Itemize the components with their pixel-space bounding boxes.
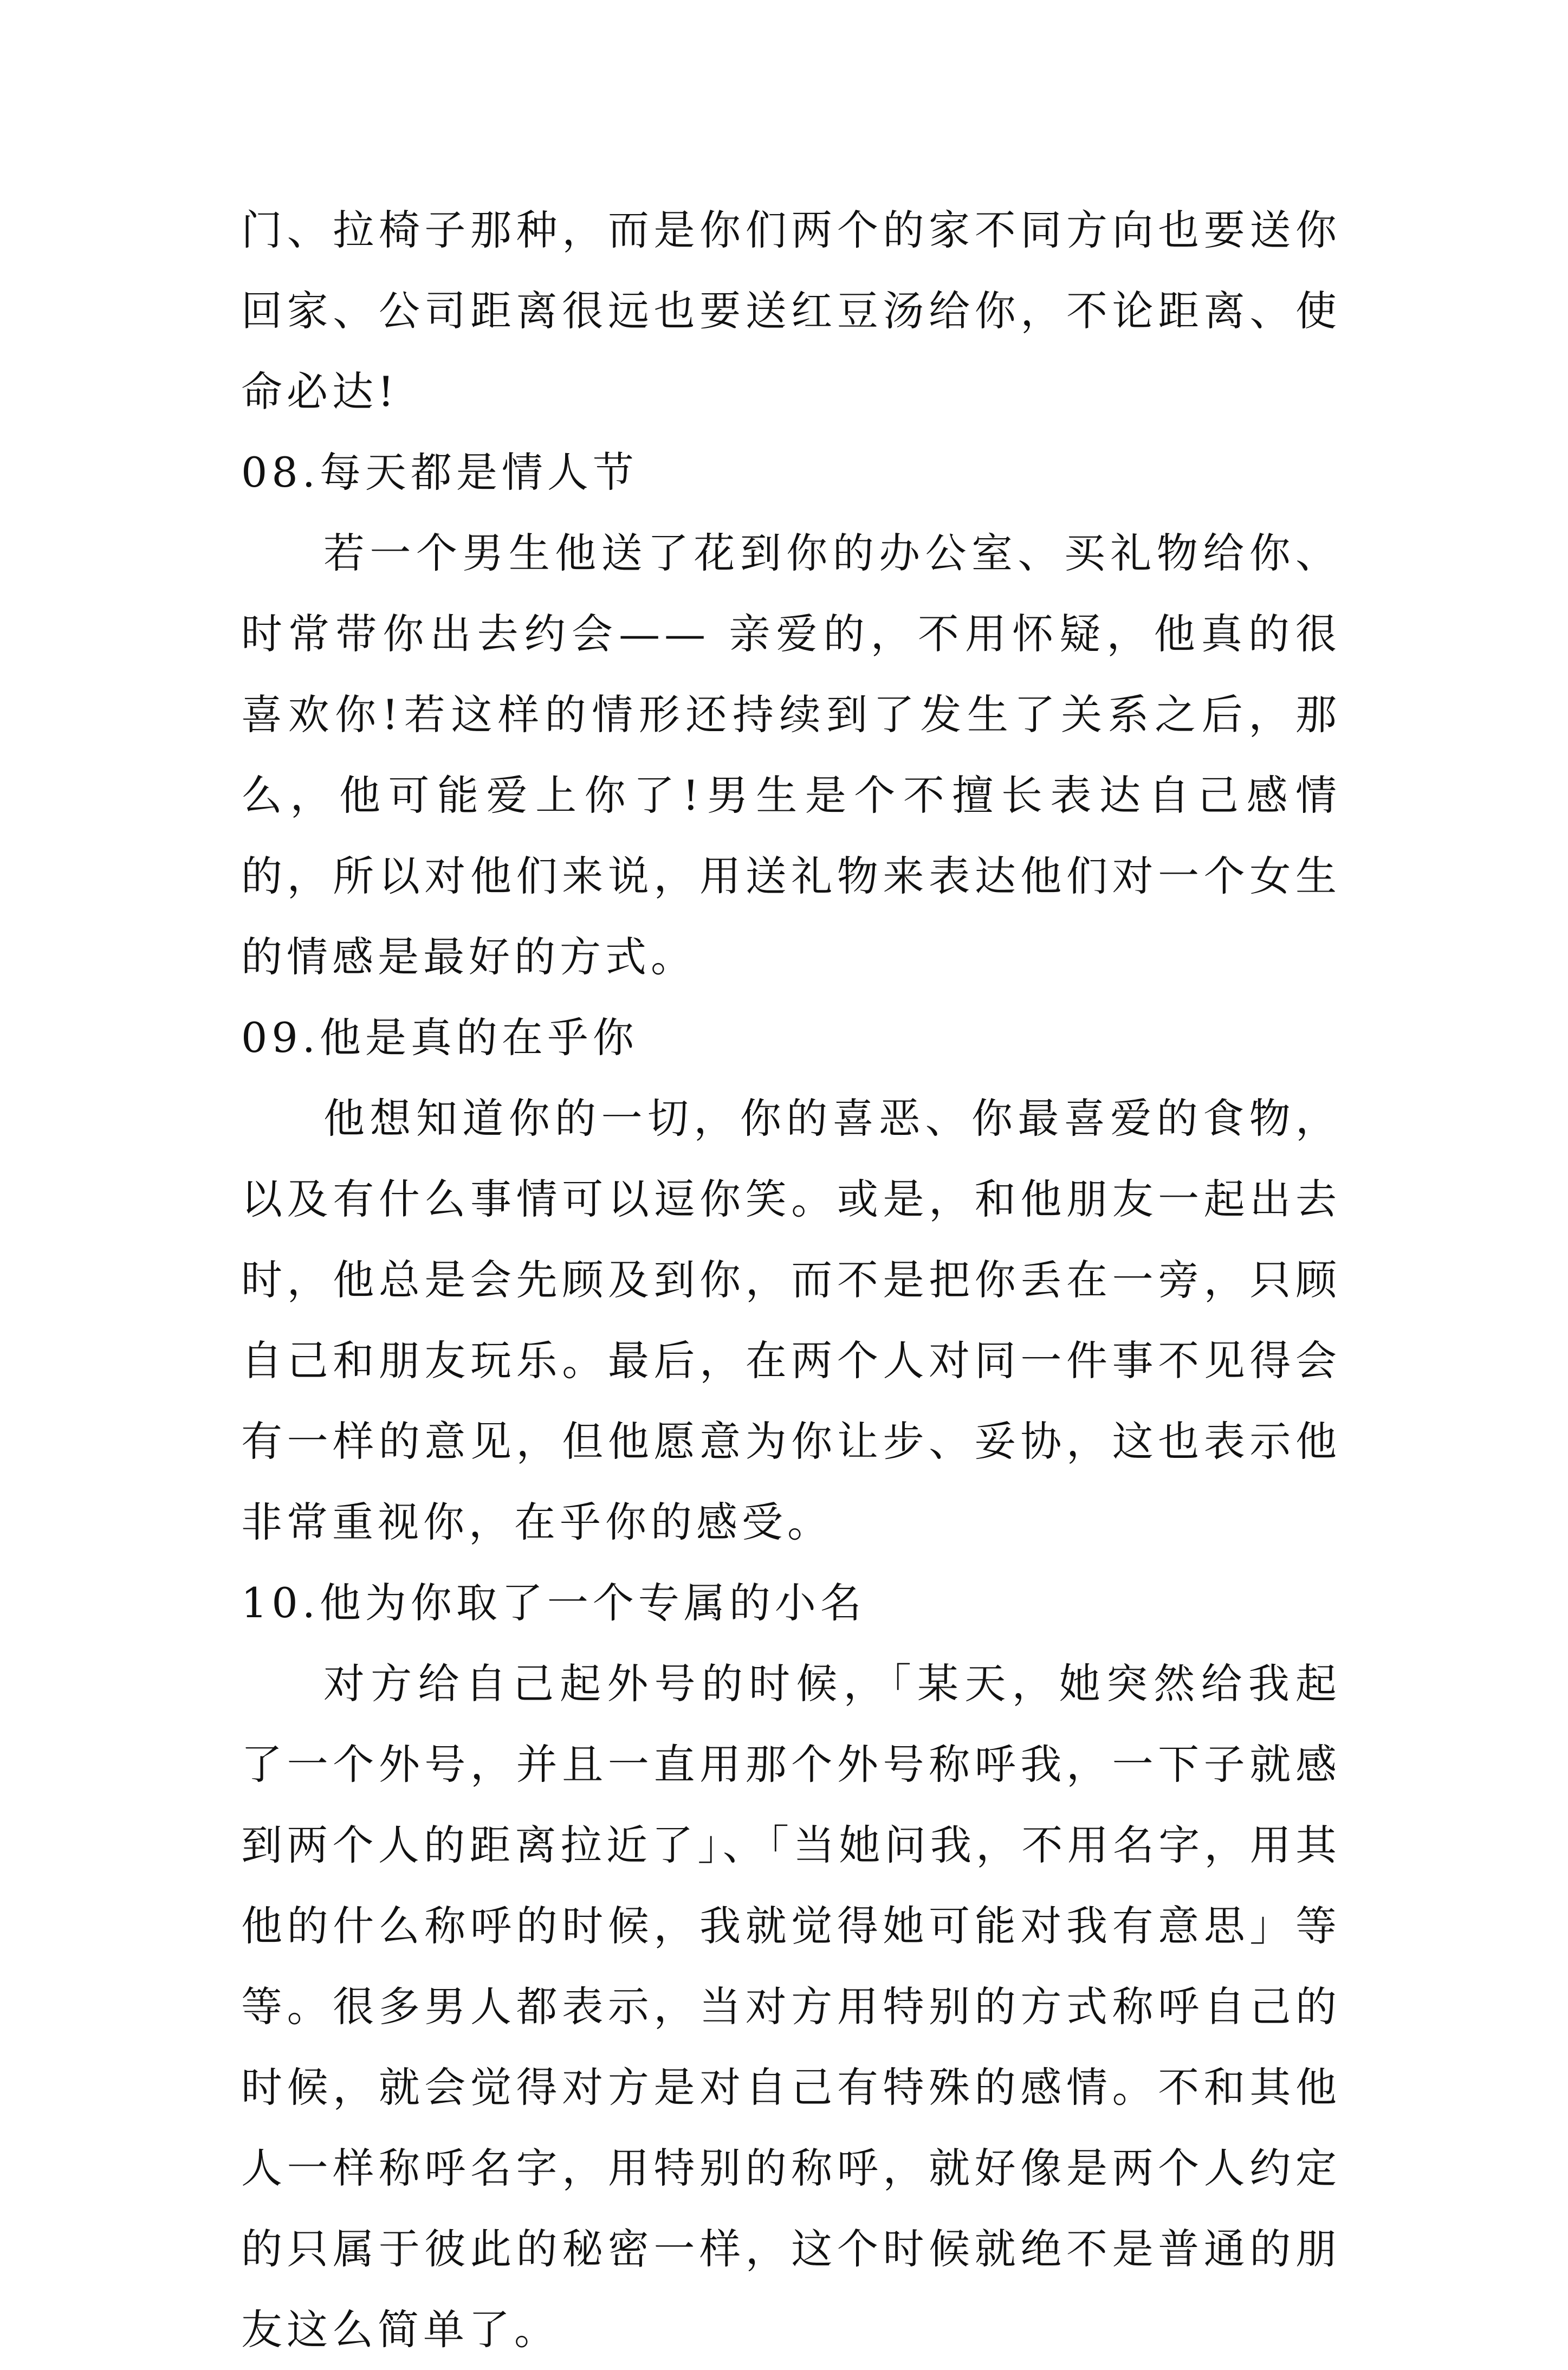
paragraph-08: 若一个男生他送了花到你的办公室、买礼物给你、时常带你出去约会—— 亲爱的，不用怀疑，他真的很喜欢你!若这样的情形还持续到了发生了关系之后，那么，他可能爱上你了!男生是个不擅长表达自己感情的，所以对他们来说，用送礼物来表达他们对一个女生的情感是最好的方式。 (241, 529, 1341, 981)
paragraph-continuation: 门、拉椅子那种，而是你们两个的家不同方向也要送你回家、公司距离很远也要送红豆汤给你，不论距离、使命必达! (241, 206, 1341, 416)
paragraph-09: 他想知道你的一切，你的喜恶、你最喜爱的食物，以及有什么事情可以逗你笑。或是，和他朋友一起出去时，他总是会先顾及到你，而不是把你丢在一旁，只顾自己和朋友玩乐。最后，在两个人对同一件事不见得会有一样的意见，但他愿意为你让步、妥协，这也表示他非常重视你，在乎你的感受。 (241, 1094, 1341, 1546)
paragraph-10: 对方给自己起外号的时候，「某天，她突然给我起了一个外号，并且一直用那个外号称呼我，一下子就感到两个人的距离拉近了」、「当她问我，不用名字，用其他的什么称呼的时候，我就觉得她可能对我有意思」等等。很多男人都表示，当对方用特别的方式称呼自己的时候，就会觉得对方是对自己有特殊的感情。不和其他人一样称呼名字，用特别的称呼，就好像是两个人约定的只属于彼此的秘密一样，这个时候就绝不是普通的朋友这么简单了。 (241, 1659, 1341, 2354)
section-heading-10: 10.他为你取了一个专属的小名 (241, 1579, 866, 1627)
section-heading-09: 09.他是真的在乎你 (241, 1013, 638, 1062)
section-heading-08: 08.每天都是情人节 (241, 448, 638, 496)
document-body (241, 190, 1341, 2370)
